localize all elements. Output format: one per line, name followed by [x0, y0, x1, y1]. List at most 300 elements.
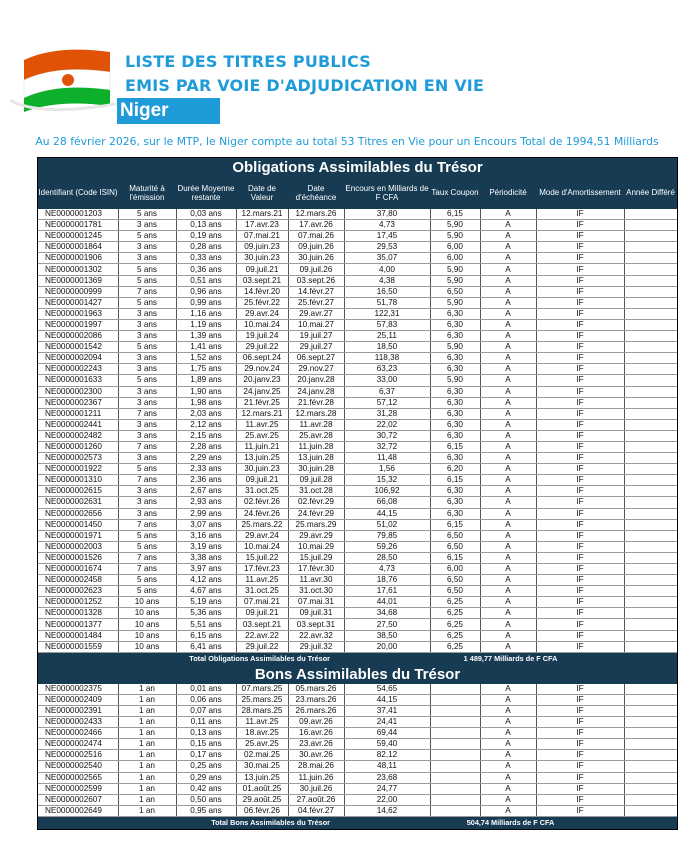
cell-date-valeur: 25.avr.25: [236, 430, 288, 441]
table-row: [38, 231, 677, 242]
cell-date-echeance: 24.févr.29: [288, 508, 344, 519]
cell-isin: NE0000001781: [38, 220, 118, 231]
table-row: [38, 441, 677, 452]
cell-isin: NE0000002458: [38, 575, 118, 586]
cell-annee: [624, 684, 677, 695]
cell-date-echeance: 02.févr.29: [288, 497, 344, 508]
cell-date-valeur: 18.avr.25: [236, 728, 288, 739]
cell-isin: NE0000002409: [38, 694, 118, 705]
cell-date-valeur: 13.juin.25: [236, 772, 288, 783]
table-row: [38, 728, 677, 739]
cell-duree: 4,67 ans: [176, 586, 236, 597]
oat-total-value: 1 489,77 Milliards de F CFA: [344, 652, 677, 665]
cell-isin: NE0000002540: [38, 761, 118, 772]
cell-encours: 118,38: [344, 353, 430, 364]
cell-periodicite: A: [480, 386, 536, 397]
cell-encours: 37,80: [344, 209, 430, 220]
table-row: [38, 684, 677, 695]
cell-maturite: 3 ans: [118, 486, 176, 497]
cell-periodicite: A: [480, 772, 536, 783]
cell-taux: 6,30: [430, 308, 480, 319]
cell-date-echeance: 11.juin.26: [288, 772, 344, 783]
cell-encours: 20,00: [344, 641, 430, 652]
cell-duree: 3,38 ans: [176, 552, 236, 563]
cell-isin: NE0000001633: [38, 375, 118, 386]
cell-date-echeance: 22.avr.32: [288, 630, 344, 641]
cell-date-echeance: 29.nov.27: [288, 364, 344, 375]
cell-periodicite: A: [480, 475, 536, 486]
cell-encours: 24,41: [344, 717, 430, 728]
cell-mode: IF: [536, 717, 624, 728]
cell-annee: [624, 519, 677, 530]
bat-total-label: Total Bons Assimilables du Trésor: [38, 816, 344, 829]
cell-mode: IF: [536, 397, 624, 408]
cell-annee: [624, 331, 677, 342]
cell-duree: 1,98 ans: [176, 397, 236, 408]
cell-annee: [624, 430, 677, 441]
cell-periodicite: A: [480, 497, 536, 508]
cell-duree: 0,03 ans: [176, 209, 236, 220]
cell-isin: NE0000001369: [38, 275, 118, 286]
cell-date-valeur: 25.avr.25: [236, 739, 288, 750]
cell-date-valeur: 10.mai.24: [236, 319, 288, 330]
cell-date-valeur: 29.août.25: [236, 794, 288, 805]
cell-encours: 16,50: [344, 286, 430, 297]
cell-date-echeance: 09.juil.26: [288, 264, 344, 275]
cell-date-echeance: 17.avr.26: [288, 220, 344, 231]
cell-taux: [430, 705, 480, 716]
cell-taux: 5,90: [430, 342, 480, 353]
cell-encours: 63,23: [344, 364, 430, 375]
cell-encours: 106,92: [344, 486, 430, 497]
table-row: [38, 364, 677, 375]
cell-date-valeur: 07.mai.21: [236, 597, 288, 608]
table-row: [38, 772, 677, 783]
cell-encours: 32,72: [344, 441, 430, 452]
table-row: [38, 375, 677, 386]
cell-taux: 6,25: [430, 619, 480, 630]
cell-duree: 0,06 ans: [176, 694, 236, 705]
cell-isin: NE0000001302: [38, 264, 118, 275]
cell-mode: IF: [536, 342, 624, 353]
cell-duree: 0,13 ans: [176, 220, 236, 231]
cell-encours: 66,08: [344, 497, 430, 508]
cell-taux: 6,30: [430, 486, 480, 497]
cell-date-valeur: 02.févr.26: [236, 497, 288, 508]
cell-annee: [624, 575, 677, 586]
table-row: [38, 220, 677, 231]
cell-duree: 0,07 ans: [176, 705, 236, 716]
table-row: [38, 783, 677, 794]
cell-taux: 6,30: [430, 508, 480, 519]
cell-duree: 0,15 ans: [176, 739, 236, 750]
cell-annee: [624, 641, 677, 652]
oat-total-row: [38, 652, 677, 665]
cell-periodicite: A: [480, 297, 536, 308]
cell-isin: NE0000002565: [38, 772, 118, 783]
cell-taux: [430, 772, 480, 783]
cell-maturite: 1 an: [118, 728, 176, 739]
cell-mode: IF: [536, 586, 624, 597]
cell-date-valeur: 29.juil.22: [236, 641, 288, 652]
cell-date-valeur: 29.nov.24: [236, 364, 288, 375]
cell-date-valeur: 09.juin.23: [236, 242, 288, 253]
cell-isin: NE0000001906: [38, 253, 118, 264]
cell-duree: 2,93 ans: [176, 497, 236, 508]
cell-duree: 1,19 ans: [176, 319, 236, 330]
cell-annee: [624, 253, 677, 264]
cell-mode: IF: [536, 684, 624, 695]
cell-date-echeance: 15.juil.29: [288, 552, 344, 563]
cell-periodicite: A: [480, 408, 536, 419]
cell-isin: NE0000002573: [38, 453, 118, 464]
cell-date-echeance: 30.juin.26: [288, 253, 344, 264]
cell-isin: NE0000001245: [38, 231, 118, 242]
cell-periodicite: A: [480, 575, 536, 586]
cell-encours: 15,32: [344, 475, 430, 486]
cell-isin: NE0000001310: [38, 475, 118, 486]
cell-date-valeur: 31.oct.25: [236, 586, 288, 597]
cell-mode: IF: [536, 761, 624, 772]
cell-date-valeur: 02.mai.25: [236, 750, 288, 761]
cell-maturite: 5 ans: [118, 575, 176, 586]
cell-date-valeur: 13.juin.25: [236, 453, 288, 464]
cell-isin: NE0000002441: [38, 419, 118, 430]
table-row: [38, 209, 677, 220]
cell-maturite: 5 ans: [118, 541, 176, 552]
cell-isin: NE0000002433: [38, 717, 118, 728]
col-mode: Mode d'Amortissement: [536, 177, 624, 209]
cell-maturite: 5 ans: [118, 231, 176, 242]
cell-taux: [430, 684, 480, 695]
cell-duree: 0,13 ans: [176, 728, 236, 739]
cell-mode: IF: [536, 308, 624, 319]
cell-periodicite: A: [480, 209, 536, 220]
cell-maturite: 3 ans: [118, 419, 176, 430]
cell-duree: 2,99 ans: [176, 508, 236, 519]
cell-taux: 6,25: [430, 630, 480, 641]
cell-mode: IF: [536, 275, 624, 286]
cell-date-echeance: 21.févr.28: [288, 397, 344, 408]
cell-maturite: 1 an: [118, 694, 176, 705]
cell-date-valeur: 29.avr.24: [236, 530, 288, 541]
cell-date-echeance: 11.juin.28: [288, 441, 344, 452]
cell-periodicite: A: [480, 264, 536, 275]
cell-isin: NE0000001971: [38, 530, 118, 541]
cell-periodicite: A: [480, 597, 536, 608]
cell-periodicite: A: [480, 728, 536, 739]
cell-maturite: 7 ans: [118, 475, 176, 486]
cell-isin: NE0000001377: [38, 619, 118, 630]
table-row: [38, 619, 677, 630]
cell-annee: [624, 364, 677, 375]
table-row: [38, 530, 677, 541]
cell-date-echeance: 16.avr.26: [288, 728, 344, 739]
cell-encours: 4,38: [344, 275, 430, 286]
cell-encours: 34,68: [344, 608, 430, 619]
col-duree: Durée Moyenne restante: [176, 177, 236, 209]
cell-maturite: 1 an: [118, 772, 176, 783]
cell-encours: 6,37: [344, 386, 430, 397]
cell-taux: 5,90: [430, 297, 480, 308]
cell-mode: IF: [536, 231, 624, 242]
cell-duree: 0,17 ans: [176, 750, 236, 761]
cell-encours: 82,12: [344, 750, 430, 761]
cell-periodicite: A: [480, 342, 536, 353]
cell-mode: IF: [536, 331, 624, 342]
cell-mode: IF: [536, 541, 624, 552]
cell-periodicite: A: [480, 783, 536, 794]
cell-duree: 0,11 ans: [176, 717, 236, 728]
table-row: [38, 408, 677, 419]
cell-isin: NE0000001203: [38, 209, 118, 220]
cell-periodicite: A: [480, 750, 536, 761]
cell-taux: 6,15: [430, 475, 480, 486]
table-row: [38, 275, 677, 286]
cell-duree: 0,51 ans: [176, 275, 236, 286]
cell-date-valeur: 21.févr.25: [236, 397, 288, 408]
cell-taux: 6,30: [430, 497, 480, 508]
cell-duree: 6,41 ans: [176, 641, 236, 652]
cell-annee: [624, 608, 677, 619]
cell-annee: [624, 486, 677, 497]
cell-mode: IF: [536, 441, 624, 452]
cell-duree: 0,19 ans: [176, 231, 236, 242]
cell-isin: NE0000001963: [38, 308, 118, 319]
cell-annee: [624, 353, 677, 364]
cell-periodicite: A: [480, 619, 536, 630]
cell-isin: NE0000002003: [38, 541, 118, 552]
cell-isin: NE0000001450: [38, 519, 118, 530]
cell-duree: 2,33 ans: [176, 464, 236, 475]
cell-isin: NE0000002615: [38, 486, 118, 497]
cell-date-valeur: 20.janv.23: [236, 375, 288, 386]
cell-maturite: 5 ans: [118, 375, 176, 386]
cell-encours: 44,01: [344, 597, 430, 608]
cell-encours: 48,11: [344, 761, 430, 772]
table-row: [38, 717, 677, 728]
bat-section-title: Bons Assimilables du Trésor: [38, 665, 677, 684]
cell-mode: IF: [536, 530, 624, 541]
cell-maturite: 1 an: [118, 761, 176, 772]
cell-mode: IF: [536, 608, 624, 619]
cell-duree: 0,33 ans: [176, 253, 236, 264]
cell-date-valeur: 30.juin.23: [236, 464, 288, 475]
cell-periodicite: A: [480, 242, 536, 253]
cell-periodicite: A: [480, 717, 536, 728]
table-row: [38, 761, 677, 772]
cell-maturite: 3 ans: [118, 319, 176, 330]
cell-periodicite: A: [480, 231, 536, 242]
table-row: [38, 705, 677, 716]
cell-annee: [624, 408, 677, 419]
cell-annee: [624, 231, 677, 242]
cell-maturite: 7 ans: [118, 408, 176, 419]
cell-annee: [624, 564, 677, 575]
cell-maturite: 3 ans: [118, 430, 176, 441]
cell-maturite: 1 an: [118, 783, 176, 794]
cell-date-valeur: 17.avr.23: [236, 220, 288, 231]
cell-mode: IF: [536, 497, 624, 508]
cell-periodicite: A: [480, 608, 536, 619]
table-row: [38, 694, 677, 705]
table-row: [38, 353, 677, 364]
cell-date-echeance: 31.oct.30: [288, 586, 344, 597]
cell-duree: 0,50 ans: [176, 794, 236, 805]
cell-date-valeur: 12.mars.21: [236, 209, 288, 220]
cell-date-valeur: 19.juil.24: [236, 331, 288, 342]
page-subtitle-title: EMIS PAR VOIE D'ADJUDICATION EN VIE: [125, 76, 485, 95]
cell-maturite: 3 ans: [118, 497, 176, 508]
cell-annee: [624, 386, 677, 397]
cell-taux: 6,15: [430, 552, 480, 563]
cell-taux: [430, 728, 480, 739]
cell-encours: 4,00: [344, 264, 430, 275]
cell-date-valeur: 01.août.25: [236, 783, 288, 794]
cell-encours: 1,56: [344, 464, 430, 475]
cell-maturite: 10 ans: [118, 608, 176, 619]
cell-isin: NE0000000999: [38, 286, 118, 297]
cell-taux: 6,30: [430, 364, 480, 375]
cell-duree: 2,28 ans: [176, 441, 236, 452]
cell-maturite: 3 ans: [118, 453, 176, 464]
cell-date-echeance: 29.avr.29: [288, 530, 344, 541]
cell-isin: NE0000001328: [38, 608, 118, 619]
table-row: [38, 519, 677, 530]
cell-duree: 0,96 ans: [176, 286, 236, 297]
cell-date-echeance: 26.mars.26: [288, 705, 344, 716]
cell-encours: 18,76: [344, 575, 430, 586]
cell-taux: [430, 694, 480, 705]
cell-mode: IF: [536, 209, 624, 220]
cell-duree: 3,07 ans: [176, 519, 236, 530]
cell-maturite: 5 ans: [118, 586, 176, 597]
cell-date-valeur: 11.avr.25: [236, 419, 288, 430]
table-row: [38, 253, 677, 264]
cell-isin: NE0000002367: [38, 397, 118, 408]
cell-encours: 22,02: [344, 419, 430, 430]
cell-date-valeur: 06.févr.26: [236, 805, 288, 816]
cell-date-echeance: 11.avr.30: [288, 575, 344, 586]
cell-encours: 35,07: [344, 253, 430, 264]
cell-date-echeance: 09.juil.31: [288, 608, 344, 619]
cell-date-echeance: 25.avr.28: [288, 430, 344, 441]
cell-annee: [624, 630, 677, 641]
cell-duree: 5,36 ans: [176, 608, 236, 619]
page-title: LISTE DES TITRES PUBLICS: [125, 52, 371, 71]
cell-annee: [624, 597, 677, 608]
cell-mode: IF: [536, 597, 624, 608]
cell-annee: [624, 441, 677, 452]
cell-maturite: 1 an: [118, 684, 176, 695]
cell-taux: 5,90: [430, 275, 480, 286]
cell-encours: 79,85: [344, 530, 430, 541]
cell-date-valeur: 17.févr.23: [236, 564, 288, 575]
cell-annee: [624, 783, 677, 794]
bat-total-row: [38, 816, 677, 829]
cell-encours: 22,00: [344, 794, 430, 805]
cell-maturite: 1 an: [118, 717, 176, 728]
cell-duree: 4,12 ans: [176, 575, 236, 586]
cell-maturite: 3 ans: [118, 397, 176, 408]
cell-date-echeance: 29.juil.27: [288, 342, 344, 353]
cell-date-valeur: 28.mars.25: [236, 705, 288, 716]
table-row: [38, 386, 677, 397]
cell-annee: [624, 475, 677, 486]
cell-encours: 4,73: [344, 564, 430, 575]
table-row: [38, 630, 677, 641]
summary-text: Au 28 février 2026, sur le MTP, le Niger compte au total 53 Titres en Vie pour un Encours Total de 1994,51 Milliards: [35, 135, 659, 148]
cell-date-valeur: 11.juin.21: [236, 441, 288, 452]
cell-periodicite: A: [480, 441, 536, 452]
cell-taux: 6,50: [430, 530, 480, 541]
cell-encours: 57,12: [344, 397, 430, 408]
cell-date-echeance: 12.mars.28: [288, 408, 344, 419]
cell-isin: NE0000001542: [38, 342, 118, 353]
col-date-echeance: Date d'échéance: [288, 177, 344, 209]
cell-date-echeance: 03.sept.26: [288, 275, 344, 286]
cell-periodicite: A: [480, 319, 536, 330]
cell-maturite: 1 an: [118, 750, 176, 761]
column-header-row: [38, 177, 677, 209]
cell-maturite: 3 ans: [118, 242, 176, 253]
cell-annee: [624, 694, 677, 705]
cell-taux: 6,30: [430, 397, 480, 408]
cell-isin: NE0000002649: [38, 805, 118, 816]
cell-taux: 6,30: [430, 408, 480, 419]
cell-date-echeance: 10.mai.29: [288, 541, 344, 552]
cell-duree: 2,12 ans: [176, 419, 236, 430]
cell-annee: [624, 375, 677, 386]
cell-periodicite: A: [480, 375, 536, 386]
table-row: [38, 508, 677, 519]
cell-maturite: 5 ans: [118, 275, 176, 286]
cell-date-valeur: 31.oct.25: [236, 486, 288, 497]
cell-maturite: 3 ans: [118, 253, 176, 264]
cell-encours: 17,61: [344, 586, 430, 597]
cell-taux: 5,90: [430, 264, 480, 275]
cell-periodicite: A: [480, 286, 536, 297]
cell-periodicite: A: [480, 739, 536, 750]
cell-annee: [624, 530, 677, 541]
cell-annee: [624, 619, 677, 630]
cell-taux: [430, 805, 480, 816]
cell-date-echeance: 07.mai.31: [288, 597, 344, 608]
cell-isin: NE0000002599: [38, 783, 118, 794]
cell-periodicite: A: [480, 630, 536, 641]
cell-mode: IF: [536, 242, 624, 253]
cell-taux: 6,15: [430, 209, 480, 220]
cell-mode: IF: [536, 297, 624, 308]
cell-date-valeur: 25.févr.22: [236, 297, 288, 308]
cell-mode: IF: [536, 319, 624, 330]
cell-date-valeur: 25.mars.25: [236, 694, 288, 705]
cell-duree: 1,16 ans: [176, 308, 236, 319]
cell-annee: [624, 419, 677, 430]
cell-taux: 6,00: [430, 564, 480, 575]
cell-date-echeance: 12.mars.26: [288, 209, 344, 220]
cell-date-echeance: 07.mai.26: [288, 231, 344, 242]
cell-date-echeance: 09.juin.26: [288, 242, 344, 253]
cell-mode: IF: [536, 739, 624, 750]
cell-mode: IF: [536, 464, 624, 475]
cell-encours: 69,44: [344, 728, 430, 739]
table-row: [38, 541, 677, 552]
cell-maturite: 7 ans: [118, 286, 176, 297]
cell-annee: [624, 508, 677, 519]
cell-mode: IF: [536, 783, 624, 794]
cell-isin: NE0000002607: [38, 794, 118, 805]
